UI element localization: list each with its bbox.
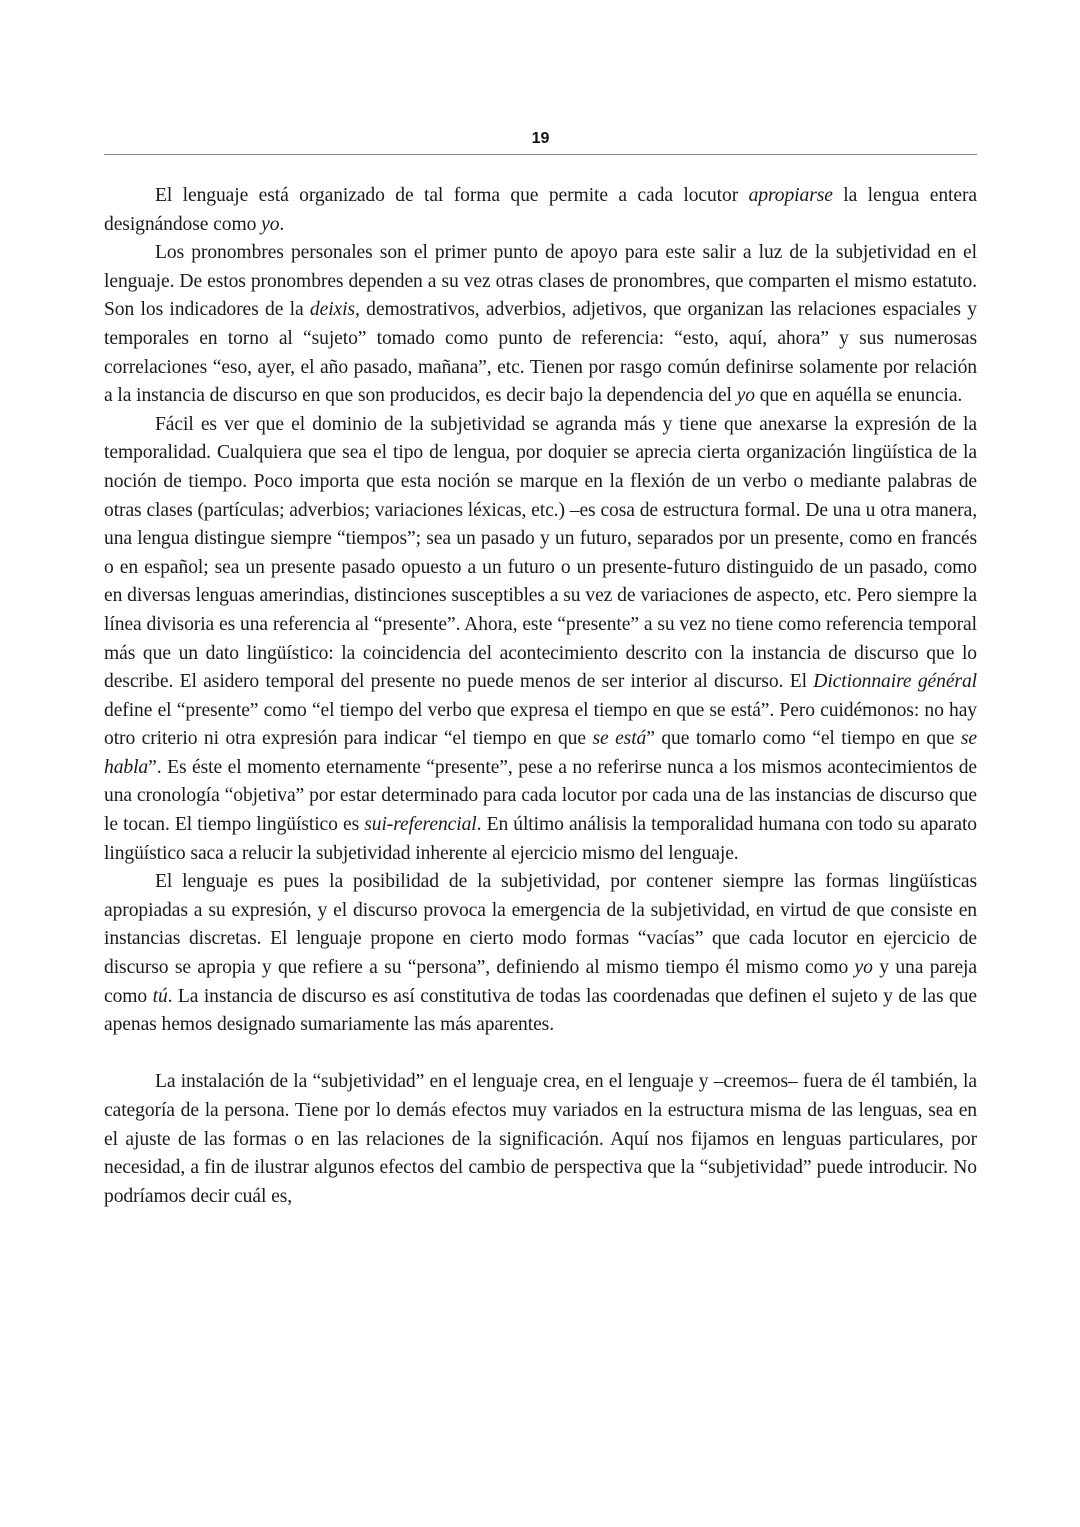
header-rule [104,154,977,155]
body-text [104,182,977,1211]
paragraph-2: Los pronombres personales son el primer punto de apoyo para este salir a luz de la subjetividad en el lenguaje. De estos pronombres dependen a su vez otras clases de pronombres, que comparten el mismo estatuto. Son los indicadores de la deixis, demostrativos, adverbios, adjetivos, que organizan las relaciones espaciales y temporales en torno al “sujeto” tomado como punto de referencia: “esto, aquí, ahora” y sus numerosas correlaciones “eso, ayer, el año pasado, mañana”, etc. Tienen por rasgo común definirse solamente por relación a la instancia de discurso en que son producidos, es decir bajo la dependencia del yo que en aquélla se enuncia. [104,242,977,407]
paragraph-3: Fácil es ver que el dominio de la subjetividad se agranda más y tiene que anexarse la expresión de la temporalidad. Cualquiera que sea el tipo de lengua, por doquier se aprecia cierta organización lingüística de la noción de tiempo. Poco importa que esta noción se marque en la flexión de un verbo o mediante palabras de otras clases (partículas; adverbios; variaciones léxicas, etc.) –es cosa de estructura formal. De una u otra manera, una lengua distingue siempre “tiempos”; sea un pasado y un futuro, separados por un presente, como en francés o en español; sea un presente pasado opuesto a un futuro o un presente-futuro distinguido de un pasado, como en diversas lenguas amerindias, distinciones susceptibles a su vez de variaciones de aspecto, etc. Pero siempre la línea divisoria es una referencia al “presente”. Ahora, este “presente” a su vez no tiene como referencia temporal más que un dato lingüístico: la coincidencia del acontecimiento descrito con la instancia de discurso que lo describe. El asidero temporal del presente no puede menos de ser interior al discurso. El Dictionnaire général define el “presente” como “el tiempo del verbo que expresa el tiempo en que se está”. Pero cuidémonos: no hay otro criterio ni otra expresión para indicar “el tiempo en que se está” que tomarlo como “el tiempo en que se habla”. Es éste el momento eternamente “presente”, pese a no referirse nunca a los mismos acontecimientos de una cronología “objetiva” por estar determinado para cada locutor por cada una de las instancias de discurso que le tocan. El tiempo lingüístico es sui-referencial. En último análisis la temporalidad humana con todo su aparato lingüístico saca a relucir la subjetividad inherente al ejercicio mismo del lenguaje. [104,413,978,864]
paragraph-1: El lenguaje está organizado de tal forma que permite a cada locutor apropiarse la lengua entera designándose como yo. [104,185,977,235]
page-number: 19 [531,130,550,147]
paragraph-4: El lenguaje es pues la posibilidad de la subjetividad, por contener siempre las formas lingüísticas apropiadas a su expresión, y el discurso provoca la emergencia de la subjetividad, en virtud de que consiste en instancias discretas. El lenguaje propone en cierto modo formas “vacías” que cada locutor en ejercicio de discurso se apropia y que refiere a su “persona”, definiendo al mismo tiempo él mismo como yo y una pareja como tú. La instancia de discurso es así constitutiva de todas las coordenadas que definen el sujeto y de las que apenas hemos designado sumariamente las más aparentes. [104,871,977,1036]
paragraph-5: La instalación de la “subjetividad” en el lenguaje crea, en el lenguaje y –creemos– fuera de él también, la categoría de la persona. Tiene por lo demás efectos muy variados en la estructura misma de las lenguas, sea en el ajuste de las formas o en las relaciones de la significación. Aquí nos fijamos en lenguas particulares, por necesidad, a fin de ilustrar algunos efectos del cambio de perspectiva que la “subjetividad” puede introducir. No podríamos decir cuál es, [104,1071,977,1207]
